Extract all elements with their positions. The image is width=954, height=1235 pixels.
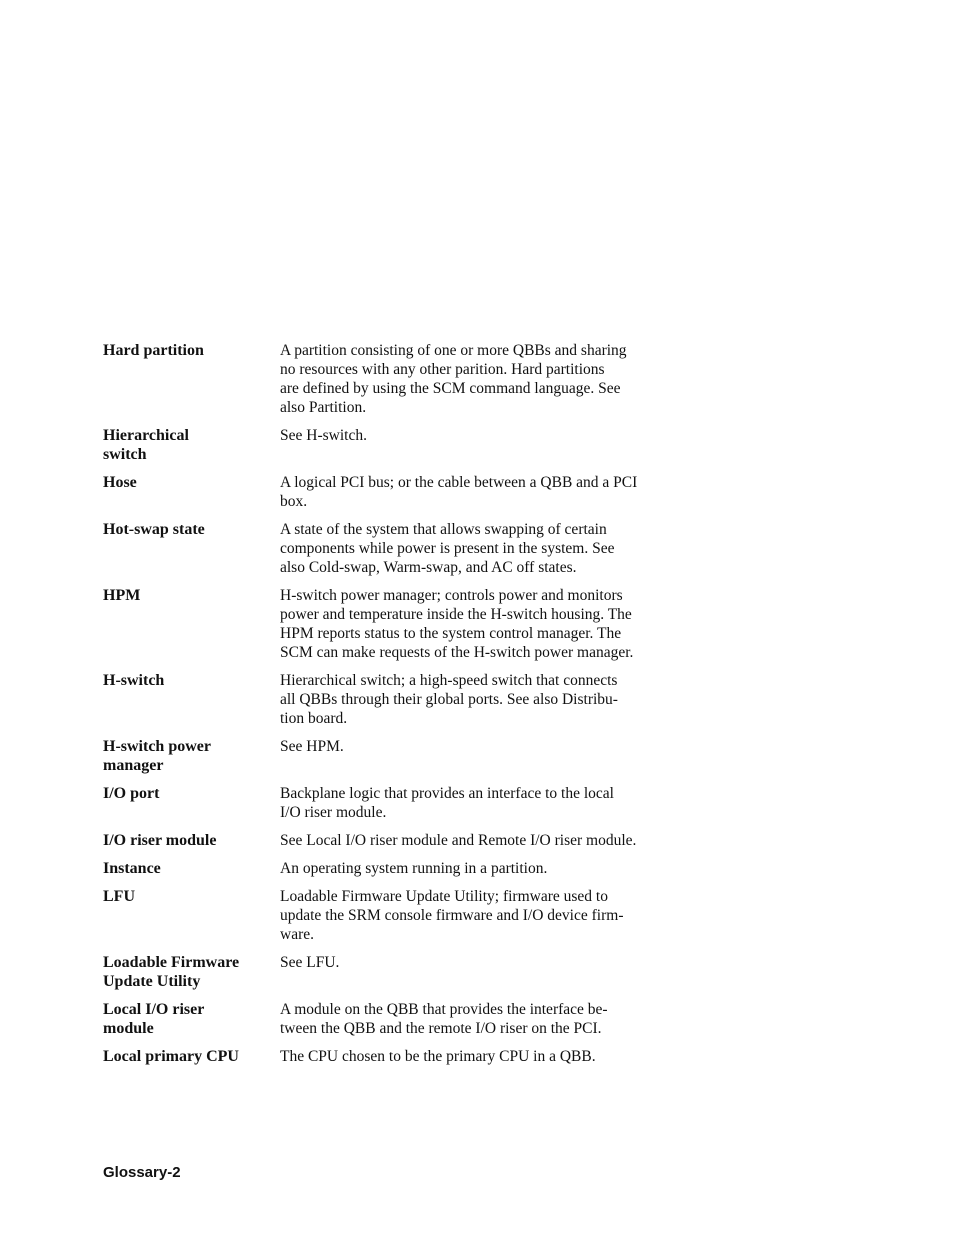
glossary-definition: Hierarchical switch; a high-speed switch that connects all QBBs through their global ports. See also Distribu- tion board. — [280, 672, 618, 727]
glossary-term: Loadable Firmware Update Utility — [103, 954, 240, 990]
glossary-definition: A state of the system that allows swapping of certain components while power is present in the system. See also Cold-swap, Warm-swap, and AC off states. — [280, 521, 615, 576]
glossary-entry — [103, 473, 703, 511]
glossary-term: HPM — [103, 587, 141, 604]
glossary-definition: H-switch power manager; controls power and monitors power and temperature inside the H-switch housing. The HPM reports status to the system control manager. The SCM can make requests of the H-switch power manager. — [280, 587, 634, 661]
glossary-definition: See HPM. — [280, 738, 344, 755]
page-footer-label: Glossary-2 — [103, 1164, 181, 1181]
glossary-entry — [103, 520, 703, 577]
glossary-definition: A partition consisting of one or more QBBs and sharing no resources with any other parition. Hard partitions are defined by using the SCM command language. See also Partition. — [280, 342, 627, 416]
glossary-term: H-switch power manager — [103, 738, 211, 774]
glossary-entry — [103, 1047, 703, 1066]
glossary-term: Hose — [103, 474, 137, 491]
glossary-entry — [103, 1000, 703, 1038]
glossary-entry — [103, 953, 703, 991]
glossary-entry — [103, 586, 703, 662]
glossary-term: I/O riser module — [103, 832, 217, 849]
glossary-term: Hot-swap state — [103, 521, 205, 538]
glossary-entry — [103, 831, 703, 850]
glossary-list — [103, 341, 703, 1075]
glossary-definition: See Local I/O riser module and Remote I/O riser module. — [280, 832, 637, 849]
glossary-entry — [103, 341, 703, 417]
glossary-definition: Backplane logic that provides an interface to the local I/O riser module. — [280, 785, 614, 821]
glossary-definition: An operating system running in a partition. — [280, 860, 548, 877]
glossary-entry — [103, 887, 703, 944]
glossary-term: Instance — [103, 860, 161, 877]
glossary-term: Local primary CPU — [103, 1048, 239, 1065]
glossary-term: H-switch — [103, 672, 165, 689]
glossary-entry — [103, 671, 703, 728]
glossary-entry — [103, 859, 703, 878]
glossary-definition: The CPU chosen to be the primary CPU in a QBB. — [280, 1048, 596, 1065]
glossary-term: LFU — [103, 888, 135, 905]
glossary-definition: See LFU. — [280, 954, 340, 971]
glossary-entry — [103, 426, 703, 464]
glossary-entry — [103, 737, 703, 775]
glossary-term: I/O port — [103, 785, 160, 802]
glossary-definition: Loadable Firmware Update Utility; firmware used to update the SRM console firmware and I/O device firm- ware. — [280, 888, 624, 943]
glossary-term: Hierarchical switch — [103, 427, 189, 463]
glossary-term: Hard partition — [103, 342, 204, 359]
glossary-definition: See H-switch. — [280, 427, 367, 444]
glossary-definition: A logical PCI bus; or the cable between a QBB and a PCI box. — [280, 474, 638, 510]
glossary-entry — [103, 784, 703, 822]
glossary-term: Local I/O riser module — [103, 1001, 205, 1037]
glossary-definition: A module on the QBB that provides the interface be- tween the QBB and the remote I/O riser on the PCI. — [280, 1001, 608, 1037]
